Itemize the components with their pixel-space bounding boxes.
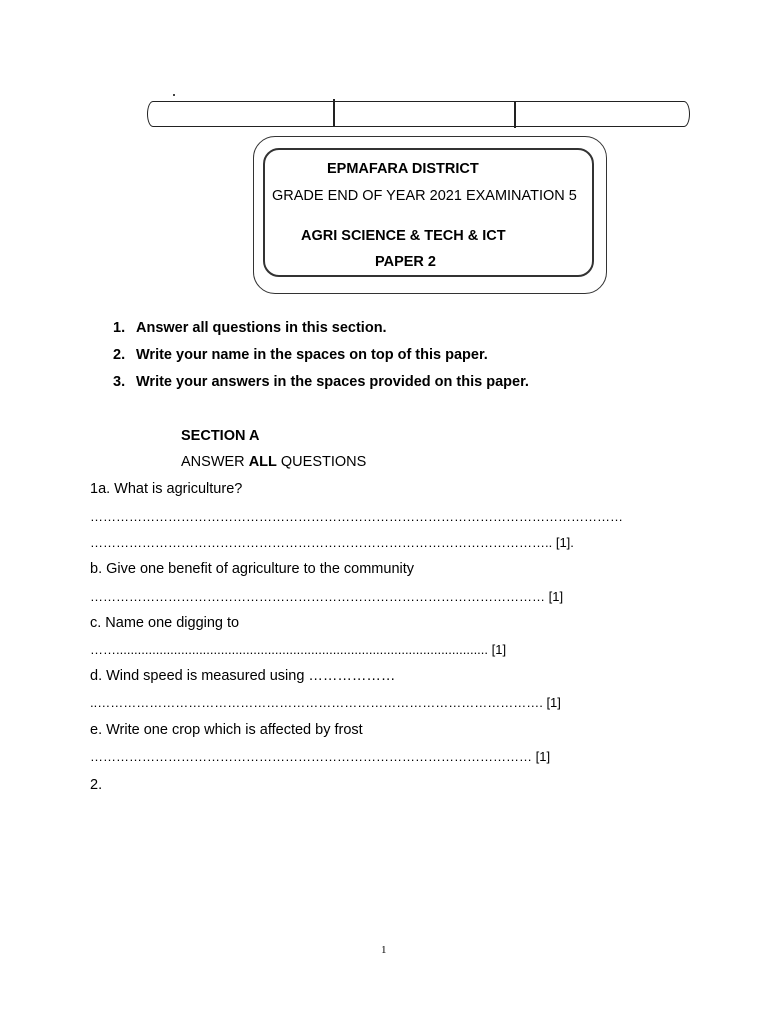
answer-line[interactable]: …………………………………………………………………………………………… [1] [90, 589, 564, 604]
question-2: 2. [90, 777, 103, 793]
instruction-text: Write your answers in the spaces provided on this paper. [136, 374, 529, 390]
section-instruction [181, 453, 366, 471]
answer-suffix: QUESTIONS [280, 454, 367, 470]
district-title: EPMAFARA DISTRICT [327, 161, 479, 177]
question-1b: b. Give one benefit of agriculture to the community [90, 561, 415, 577]
student-name-field[interactable] [147, 101, 690, 127]
question-1e: e. Write one crop which is affected by frost [90, 722, 363, 738]
answer-line[interactable]: …………………………………………………………………………………………….. [1]. [90, 535, 574, 550]
exam-title: GRADE END OF YEAR 2021 EXAMINATION 5 [272, 188, 577, 204]
section-title: SECTION A [181, 428, 260, 444]
subject-title: AGRI SCIENCE & TECH & ICT [301, 228, 506, 244]
answer-prefix: ANSWER [181, 454, 245, 470]
instruction-text: Write your name in the spaces on top of this paper. [136, 347, 488, 363]
paper-title: PAPER 2 [375, 254, 436, 270]
answer-line[interactable]: ………………………………………………………………………………………… [1] [90, 749, 551, 764]
answer-line[interactable]: …………………………………………………………………………………………………………… [90, 509, 623, 524]
instruction-text: Answer all questions in this section. [136, 320, 387, 336]
answer-line[interactable]: ……....................................................................................................... [1] [90, 642, 507, 657]
instruction-number: 2. [113, 347, 126, 363]
instruction-number: 3. [113, 374, 126, 390]
name-field-divider [333, 99, 335, 127]
instruction-number: 1. [113, 320, 126, 336]
stray-mark [173, 94, 175, 96]
question-1c: c. Name one digging to [90, 615, 240, 631]
answer-line[interactable]: ..…………………………………………………………………………………………. [1] [90, 695, 561, 710]
answer-emphasis: ALL [248, 454, 277, 470]
question-1d: d. Wind speed is measured using ……………… [90, 668, 396, 684]
name-field-divider [514, 102, 516, 128]
page-number: 1 [381, 944, 387, 956]
question-1a: 1a. What is agriculture? [90, 481, 243, 497]
